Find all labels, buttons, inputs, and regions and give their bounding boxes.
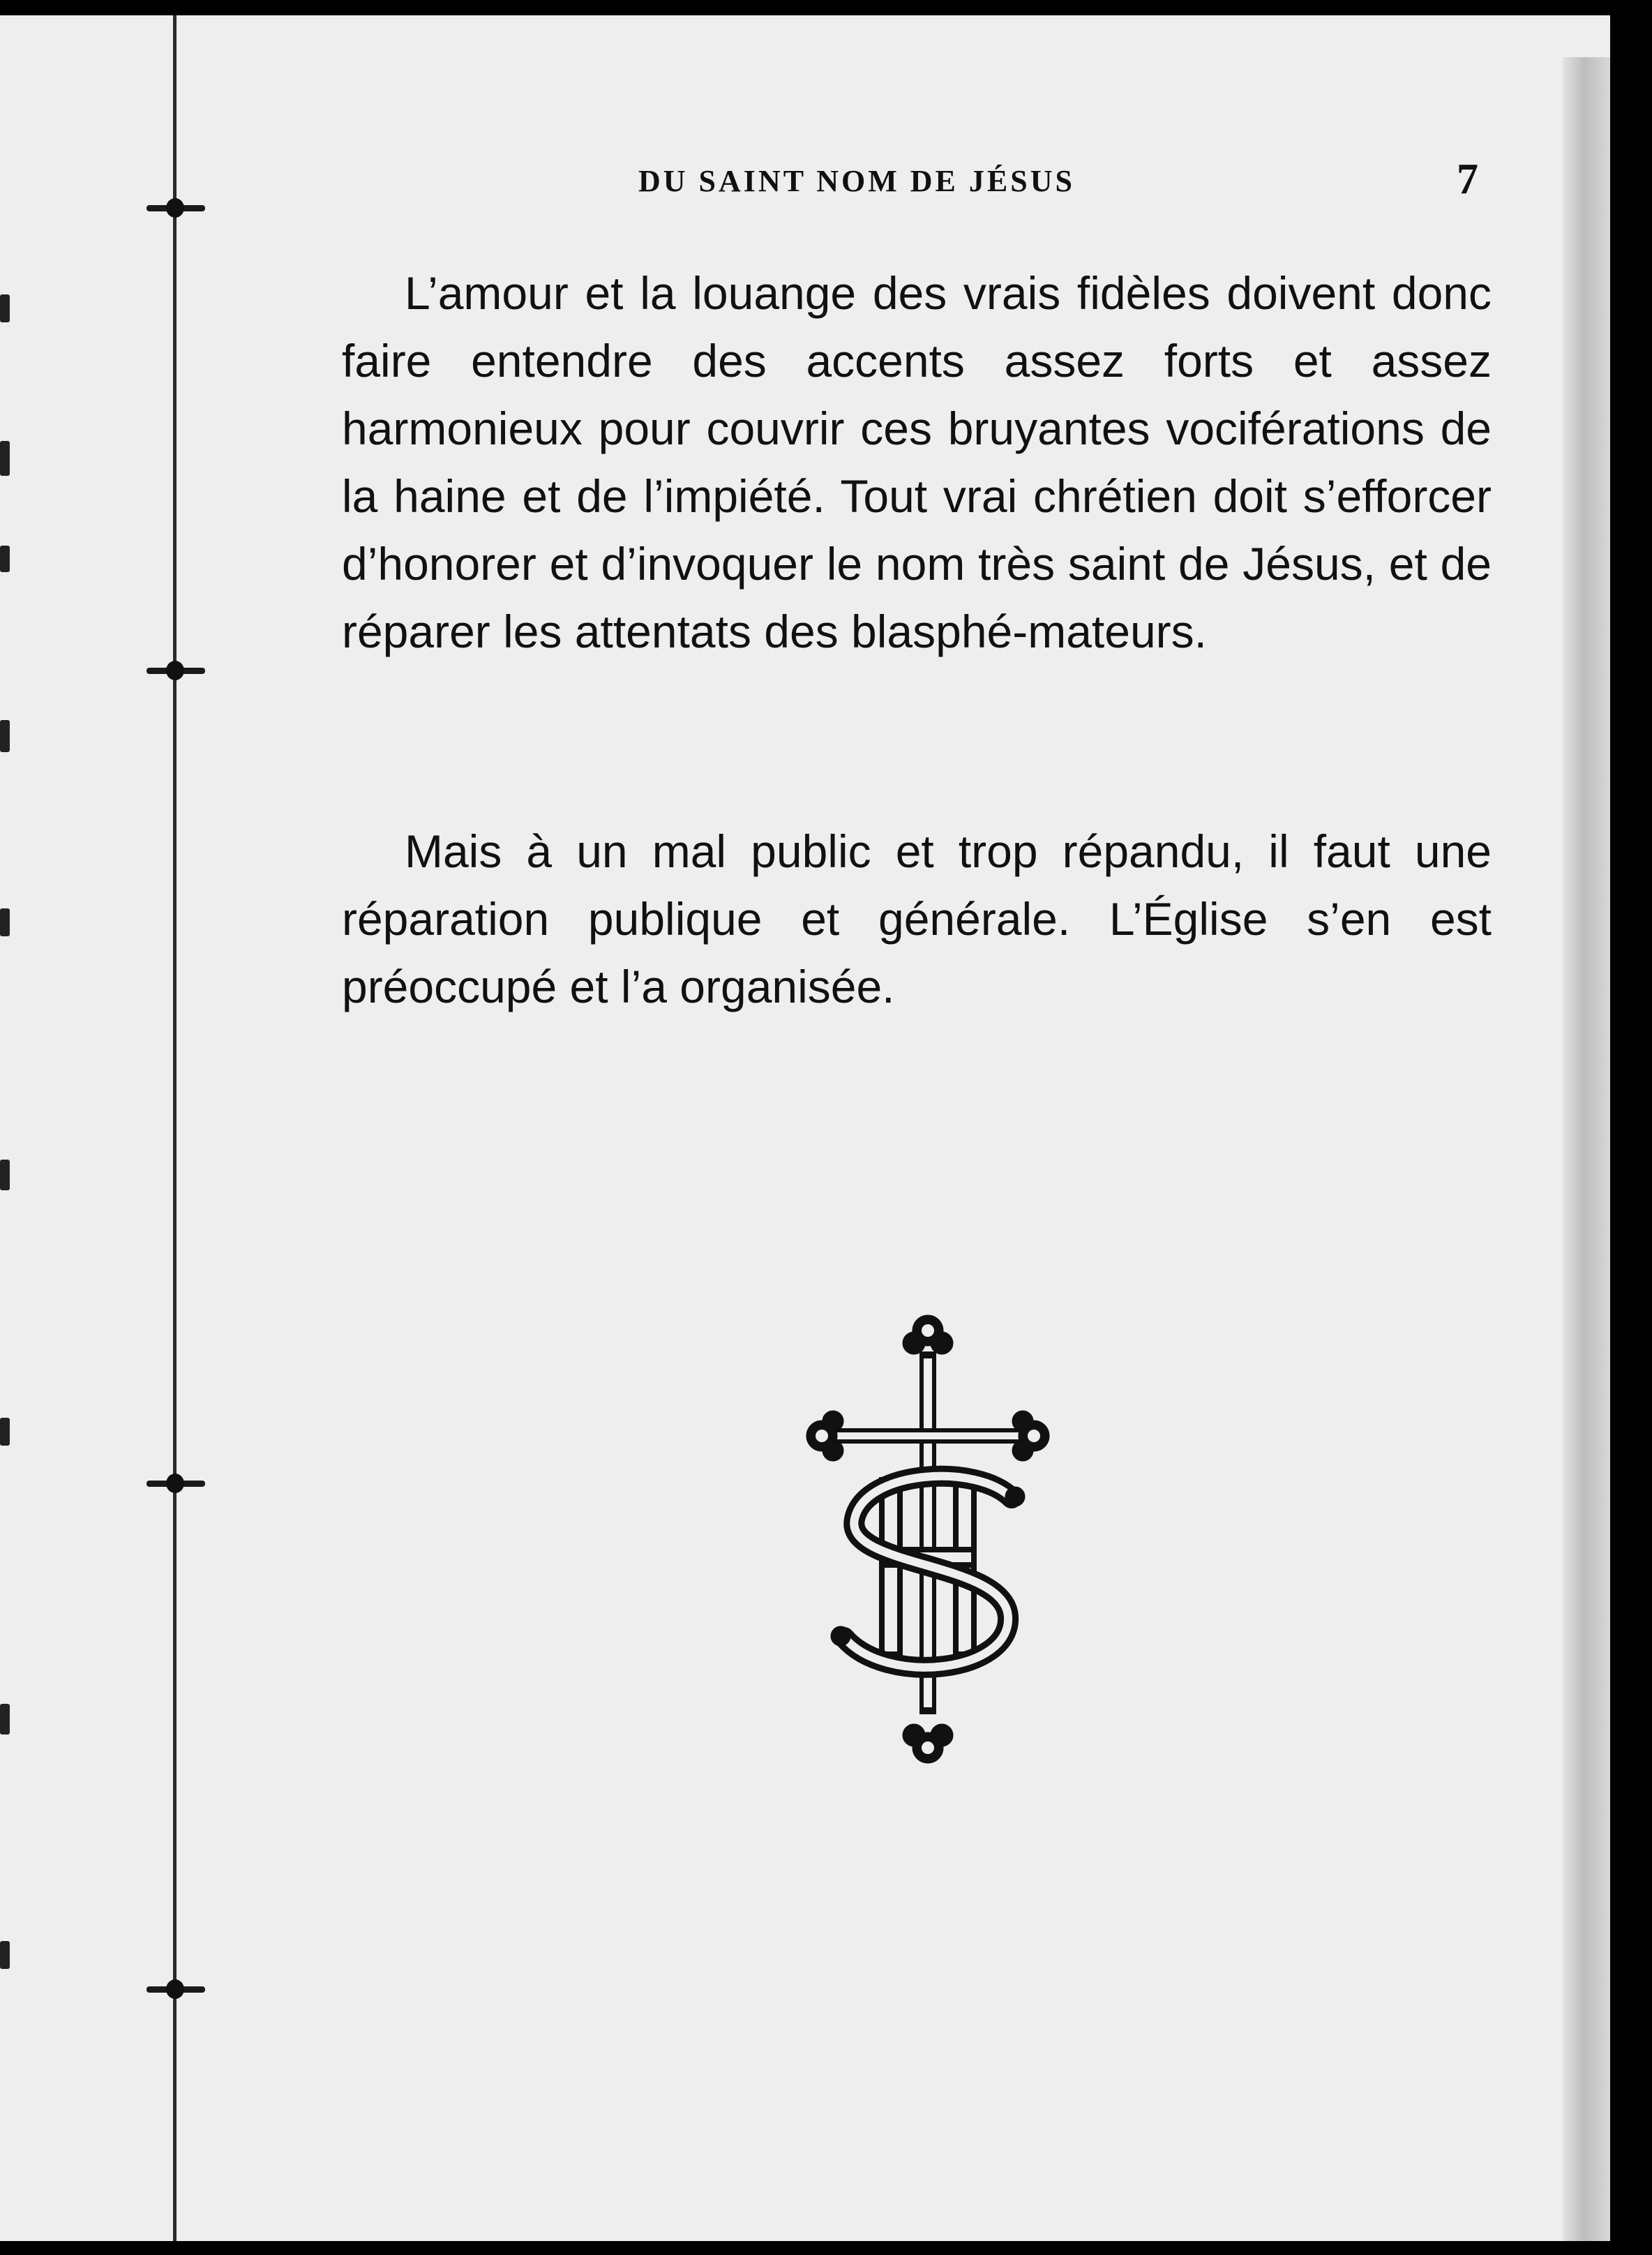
scan-border <box>1610 0 1652 2255</box>
running-title: DU SAINT NOM DE JÉSUS <box>638 164 1075 198</box>
page-edge-shadow <box>1563 57 1610 2241</box>
margin-mark <box>0 1704 10 1735</box>
margin-mark <box>0 1160 10 1190</box>
binding-gutter-line <box>173 15 177 2241</box>
margin-mark <box>0 441 10 476</box>
margin-mark <box>0 546 10 572</box>
margin-mark <box>0 908 10 936</box>
page-number: 7 <box>1457 156 1478 203</box>
binding-stitch <box>147 661 205 680</box>
margin-mark <box>0 720 10 752</box>
binding-stitch <box>147 1474 205 1493</box>
binding-stitch <box>147 1979 205 1999</box>
body-paragraph: Mais à un mal public et trop répandu, il faut une réparation publique et générale. L’Église s’en est préoccupé et l’a organisée. <box>342 825 1492 1012</box>
margin-mark <box>0 1941 10 1969</box>
margin-mark <box>0 1418 10 1446</box>
book-page <box>0 15 1610 2241</box>
margin-mark <box>0 294 10 322</box>
ihs-monogram-icon <box>802 1310 1053 1770</box>
binding-stitch <box>147 198 205 218</box>
body-paragraph: L’amour et la louange des vrais fidèles doivent donc faire entendre des accents assez forts et assez harmonieux pour couvrir ces bruyantes vociférations de la haine et de l’impiété. Tout vrai chrétien doit s’efforcer d’honorer et d’invoquer le nom très saint de Jésus, et de réparer les attentats des blasphé-mateurs. <box>342 267 1492 657</box>
